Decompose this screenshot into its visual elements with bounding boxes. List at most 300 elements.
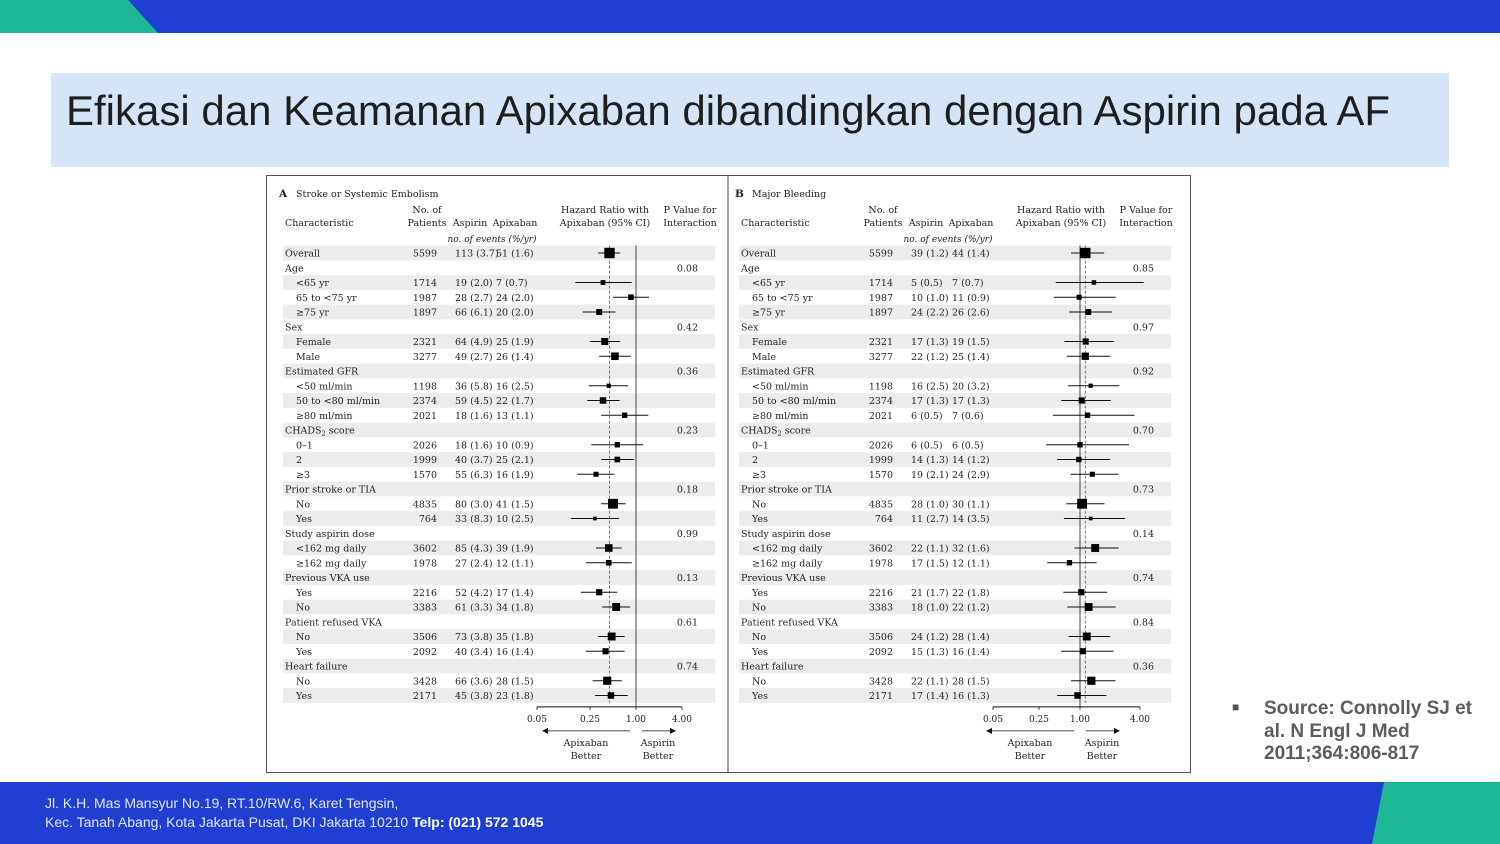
panel-a-row-patients: 5599 [412, 248, 437, 260]
panel-b-row-patients: 2021 [868, 410, 893, 422]
panel-a-row-patients: 1198 [412, 381, 437, 393]
panel-b-row-aspirin-events: 5 (0.5) [911, 278, 943, 289]
panel-b-row-patients: 2026 [868, 440, 893, 452]
panel-b-row-patients: 2216 [868, 587, 893, 599]
panel-a-row-aspirin-events: 61 (3.3) [455, 602, 493, 614]
panel-b-row-label: Study aspirin dose [741, 528, 831, 540]
panel-b-row-aspirin-events: 19 (2.1) [911, 469, 949, 481]
panel-b-row-aspirin-events: 16 (2.5) [911, 381, 949, 393]
panel-b-hr-marker [1089, 384, 1093, 388]
forest-plot-svg [267, 176, 1190, 772]
panel-b-hr-marker [1090, 472, 1095, 477]
panel-b-row-patients: 1570 [868, 469, 893, 481]
panel-a-hr-marker [608, 633, 616, 641]
panel-b-row-patients: 2092 [868, 646, 893, 658]
panel-b-row-aspirin-events: 22 (1.1) [911, 676, 949, 688]
panel-a-row-aspirin-events: 49 (2.7) [455, 351, 493, 363]
panel-b-header-events: no. of events (%/yr) [903, 235, 993, 245]
panel-a-hr-marker [596, 589, 602, 595]
panel-a-favor-left-2: Better [570, 750, 602, 762]
panel-a-row-aspirin-events: 66 (6.1) [455, 307, 493, 319]
panel-a-row-pvalue: 0.08 [676, 263, 698, 275]
panel-b-row-label: Yes [752, 514, 768, 525]
panel-b-row-patients: 1978 [868, 558, 893, 570]
panel-b-hr-marker [1080, 248, 1090, 258]
panel-b-row-label: No [752, 632, 767, 643]
footer-accent [1372, 782, 1500, 844]
panel-b-row-patients: 3383 [868, 602, 893, 614]
panel-a-header-patients-2: Patients [407, 218, 447, 229]
panel-a-hr-marker [596, 309, 602, 315]
panel-a-row-patients: 1714 [412, 278, 437, 289]
panel-a-row-label: 50 to <80 ml/min [296, 396, 381, 407]
panel-b-row-patients: 3506 [868, 632, 893, 643]
panel-a-row-patients: 1570 [412, 469, 437, 481]
panel-a-row-apixaban-events: 39 (1.9) [496, 543, 534, 555]
panel-b-header-pval-1: P Value for [1119, 205, 1173, 216]
panel-a-row-pvalue: 0.23 [676, 425, 698, 437]
panel-a-row-patients: 2092 [412, 646, 437, 658]
panel-b-hr-marker [1083, 338, 1089, 344]
panel-a-row-apixaban-events: 20 (2.0) [496, 307, 534, 319]
panel-a-row-apixaban-events: 16 (1.4) [496, 646, 534, 658]
panel-a-arrow-left-head [542, 728, 548, 734]
panel-b-row-patients: 1198 [868, 381, 893, 393]
panel-b-x-tick-label: 0.05 [982, 714, 1004, 725]
panel-b-header-patients-1: No. of [868, 205, 898, 216]
panel-b-row-pvalue: 0.84 [1132, 617, 1154, 629]
panel-a-row-apixaban-events: 16 (2.5) [496, 381, 534, 393]
panel-b-row-aspirin-events: 28 (1.0) [911, 499, 949, 511]
panel-a-header-apixaban: Apixaban [492, 218, 538, 229]
panel-a-header-pval-2: Interaction [663, 218, 717, 229]
panel-a-row-pvalue: 0.42 [676, 322, 698, 334]
panel-a-row-patients: 1987 [412, 292, 437, 304]
panel-b-row-label: Female [752, 337, 788, 348]
panel-b-row-aspirin-events: 6 (0.5) [911, 410, 943, 422]
panel-a-header-characteristic: Characteristic [285, 218, 354, 229]
panel-a-row-patients: 3602 [412, 543, 437, 555]
panel-a-row-pvalue: 0.36 [676, 366, 698, 378]
panel-b-hr-marker [1092, 280, 1097, 285]
panel-b-row-pvalue: 0.36 [1132, 661, 1154, 673]
panel-b-row-label: ≥162 mg daily [752, 558, 823, 570]
panel-b-favor-left-1: Apixaban [1007, 737, 1053, 749]
panel-a-favor-right-1: Aspirin [640, 737, 676, 749]
panel-a-row-label: ≥80 ml/min [296, 410, 353, 422]
panel-a-row-apixaban-events: 24 (2.0) [496, 292, 534, 304]
panel-b-row-label: Previous VKA use [741, 573, 826, 584]
panel-b-row-label: <65 yr [752, 278, 785, 289]
panel-b-row-apixaban-events: 6 (0.5) [952, 440, 984, 452]
panel-a-row-aspirin-events: 27 (2.4) [455, 558, 493, 570]
panel-a-row-pvalue: 0.18 [676, 484, 698, 496]
footer-bar [0, 782, 1500, 844]
panel-b-row-patients: 1714 [868, 278, 893, 289]
panel-a-row-aspirin-events: 59 (4.5) [455, 396, 493, 407]
panel-b-row-label: Age [741, 263, 760, 275]
panel-b-favor-right-2: Better [1086, 750, 1118, 762]
panel-b-x-tick-label: 4.00 [1129, 714, 1151, 725]
panel-a-row-patients: 2026 [412, 440, 437, 452]
panel-b-row-patients: 2374 [868, 396, 893, 407]
panel-b-arrow-right-head [1114, 728, 1120, 734]
panel-b-row-label: Yes [752, 691, 768, 702]
panel-a-row-aspirin-events: 40 (3.7) [455, 455, 493, 466]
panel-b-row-aspirin-events: 17 (1.3) [911, 396, 949, 407]
panel-a-row-aspirin-events: 36 (5.8) [455, 381, 493, 393]
panel-b-row-aspirin-events: 21 (1.7) [911, 587, 949, 599]
panel-a-row-label: Female [296, 337, 332, 348]
panel-a-row-aspirin-events: 52 (4.2) [455, 587, 493, 599]
panel-b-row-patients: 4835 [868, 499, 893, 511]
panel-b-row-patients: 3602 [868, 543, 893, 555]
panel-b-row-label: ≥75 yr [752, 307, 785, 319]
panel-a-row-apixaban-events: 16 (1.9) [496, 469, 534, 481]
panel-a-row-label: ≥3 [296, 469, 311, 481]
panel-b-row-apixaban-events: 24 (2.9) [952, 469, 990, 481]
panel-a-row-apixaban-events: 22 (1.7) [496, 396, 534, 407]
panel-b-row-label: 65 to <75 yr [752, 292, 813, 304]
panel-a-row-label: Yes [296, 587, 312, 599]
panel-a-row-label: <162 mg daily [296, 543, 367, 555]
panel-b-hr-marker [1083, 633, 1091, 641]
panel-a-row-patients: 2216 [412, 587, 437, 599]
panel-b-row-label: No [752, 676, 767, 688]
panel-b-row-apixaban-events: 14 (3.5) [952, 514, 990, 525]
panel-b-hr-marker [1091, 544, 1099, 552]
panel-b-row-label: Sex [741, 322, 759, 334]
panel-b-row-apixaban-events: 19 (1.5) [952, 337, 990, 348]
panel-b-row-apixaban-events: 7 (0.7) [952, 278, 984, 289]
panel-b-row-apixaban-events: 16 (1.3) [952, 691, 990, 702]
panel-b-row-apixaban-events: 44 (1.4) [952, 248, 990, 260]
panel-a-hr-marker [615, 457, 621, 463]
panel-a-favor-right-2: Better [642, 750, 674, 762]
panel-b-row-aspirin-events: 15 (1.3) [911, 646, 949, 658]
panel-a-row-label: 0–1 [296, 440, 313, 452]
panel-b-letter: B [735, 188, 744, 200]
panel-b-row-patients: 3277 [868, 351, 893, 363]
panel-a-row-pvalue: 0.74 [676, 661, 698, 673]
panel-b-row-apixaban-events: 14 (1.2) [952, 455, 990, 466]
panel-a-hr-marker [612, 603, 620, 611]
panel-b-row-apixaban-events: 17 (1.3) [952, 396, 990, 407]
panel-a-header-pval-1: P Value for [663, 205, 717, 216]
panel-b-row-aspirin-events: 24 (2.2) [911, 307, 949, 319]
panel-a-header-hr-2: Apixaban (95% CI) [559, 218, 651, 229]
panel-a-hr-marker [602, 648, 608, 654]
panel-b-hr-marker [1085, 413, 1090, 418]
panel-b-hr-marker [1067, 560, 1072, 565]
panel-a-row-aspirin-events: 66 (3.6) [455, 676, 493, 688]
panel-a-row-label: <65 yr [296, 278, 329, 289]
panel-b-row-label: Yes [752, 646, 768, 658]
panel-b-row-aspirin-events: 18 (1.0) [911, 602, 949, 614]
panel-b-row-label: Overall [741, 248, 777, 260]
panel-a-row-label: Patient refused VKA [285, 617, 382, 629]
panel-a-hr-marker [601, 280, 606, 285]
panel-b-row-apixaban-events: 26 (2.6) [952, 307, 990, 319]
panel-b-row-label: Heart failure [741, 661, 804, 673]
panel-a-row-apixaban-events: 23 (1.8) [496, 691, 534, 702]
panel-b-row-label: 50 to <80 ml/min [752, 396, 837, 407]
address-street: Kec. Tanah Abang, Kota Jakarta Pusat, DKI Jakarta 10210 [45, 814, 409, 830]
panel-a-hr-marker [600, 397, 606, 403]
panel-b-row-apixaban-events: 12 (1.1) [952, 558, 990, 570]
panel-a-row-aspirin-events: 33 (8.3) [455, 514, 493, 525]
panel-a-row-label: Yes [296, 691, 312, 702]
panel-a-row-pvalue: 0.13 [676, 573, 698, 584]
panel-a-row-patients: 1999 [412, 455, 437, 466]
panel-a-row-label: 2 [296, 455, 303, 466]
panel-b-hr-marker [1080, 648, 1086, 654]
panel-a-row-apixaban-events: 10 (2.5) [496, 514, 534, 525]
panel-a-hr-marker [608, 692, 614, 698]
panel-a-hr-marker [611, 352, 619, 360]
panel-a-row-apixaban-events: 28 (1.5) [496, 676, 534, 688]
panel-a-row-patients: 1897 [412, 307, 437, 319]
panel-a-row-patients: 2021 [412, 410, 437, 422]
panel-a-row-label: No [296, 676, 311, 688]
source-text: Source: Connolly SJ et al. N Engl J Med 2011;364:806-817 [1264, 698, 1472, 764]
panel-a-hr-marker [607, 384, 611, 388]
panel-b-row-aspirin-events: 14 (1.3) [911, 455, 949, 466]
panel-a-row-band [283, 659, 715, 674]
panel-b-header-aspirin: Aspirin [908, 218, 944, 229]
panel-a-row-pvalue: 0.99 [676, 528, 698, 540]
panel-a-row-patients: 2171 [412, 691, 437, 702]
panel-b-row-patients: 1999 [868, 455, 893, 466]
top-bar [0, 0, 1500, 33]
panel-a-row-aspirin-events: 18 (1.6) [455, 440, 493, 452]
panel-a-row-patients: 3383 [412, 602, 437, 614]
bullet-icon: ■ [1232, 700, 1240, 714]
panel-a-row-label: <50 ml/min [296, 381, 353, 393]
panel-b-row-aspirin-events: 6 (0.5) [911, 440, 943, 452]
panel-b-row-patients: 1987 [868, 292, 893, 304]
panel-a-x-tick-label: 4.00 [671, 714, 693, 725]
panel-a-row-label: Heart failure [285, 661, 348, 673]
panel-a-row-aspirin-events: 80 (3.0) [455, 499, 493, 511]
panel-b-row-apixaban-events: 25 (1.4) [952, 351, 990, 363]
panel-b-hr-marker [1082, 353, 1089, 360]
panel-a-row-label: Yes [296, 646, 312, 658]
address-line-2 [45, 814, 543, 830]
panel-a-header-hr-1: Hazard Ratio with [561, 205, 649, 216]
address-line-1: Jl. K.H. Mas Mansyur No.19, RT.10/RW.6, Karet Tengsin, [45, 795, 399, 811]
panel-a-header-aspirin: Aspirin [452, 218, 488, 229]
panel-b-hr-marker [1077, 295, 1082, 300]
panel-b-x-tick-label: 0.25 [1028, 714, 1050, 725]
panel-a-row-apixaban-events: 12 (1.1) [496, 558, 534, 570]
panel-b-hr-marker [1076, 457, 1081, 462]
panel-b-row-aspirin-events: 17 (1.3) [911, 337, 949, 348]
panel-b-hr-marker [1089, 517, 1093, 521]
panel-b-row-aspirin-events: 22 (1.1) [911, 543, 949, 555]
panel-b-hr-marker [1078, 589, 1084, 595]
panel-b-header-apixaban: Apixaban [948, 218, 994, 229]
panel-b-row-apixaban-events: 16 (1.4) [952, 646, 990, 658]
panel-b-row-aspirin-events: 11 (2.7) [911, 514, 949, 525]
panel-a-row-label: ≥162 mg daily [296, 558, 367, 570]
panel-b-row-pvalue: 0.97 [1132, 322, 1154, 334]
panel-a-hr-marker [608, 499, 618, 509]
panel-a-row-aspirin-events: 73 (3.8) [455, 632, 493, 643]
panel-a-hr-marker [594, 472, 599, 477]
panel-a-row-label: 65 to <75 yr [296, 292, 357, 304]
panel-b-row-apixaban-events: 28 (1.4) [952, 632, 990, 643]
panel-a-row-aspirin-events: 64 (4.9) [455, 337, 493, 348]
panel-a-row-patients: 2321 [412, 337, 437, 348]
panel-b-row-apixaban-events: 22 (1.2) [952, 602, 990, 614]
panel-b-row-apixaban-events: 30 (1.1) [952, 499, 990, 511]
panel-a-row-label: No [296, 602, 311, 614]
panel-a-arrow-right-head [670, 728, 676, 734]
panel-a-hr-marker [593, 517, 597, 521]
panel-b-row-aspirin-events: 39 (1.2) [911, 248, 949, 260]
panel-b-row-apixaban-events: 22 (1.8) [952, 587, 990, 599]
panel-b-row-aspirin-events: 17 (1.4) [911, 691, 949, 702]
panel-a-hr-marker [603, 677, 611, 685]
panel-a-row-label: Age [285, 263, 304, 275]
panel-a-x-tick-label: 0.05 [526, 714, 548, 725]
panel-a-row-label: ≥75 yr [296, 307, 329, 319]
panel-b-row-pvalue: 0.73 [1132, 484, 1154, 496]
panel-a-row-aspirin-events: 28 (2.7) [455, 292, 493, 304]
panel-b-row-label: Prior stroke or TIA [741, 484, 832, 496]
panel-b-row-patients: 3428 [868, 676, 893, 688]
panel-a-hr-marker [605, 544, 613, 552]
panel-a-row-label: Yes [296, 514, 312, 525]
panel-b-row-label: 2 [752, 455, 759, 466]
panel-a-row-apixaban-events: 41 (1.5) [496, 499, 534, 511]
panel-b-row-label: ≥3 [752, 469, 767, 481]
panel-a-row-label: $CHADS_2$ score [285, 425, 355, 438]
panel-b-row-apixaban-events: 20 (3.2) [952, 381, 990, 393]
panel-b-header-characteristic: Characteristic [741, 218, 810, 229]
slide-title: Efikasi dan Keamanan Apixaban dibandingkan dengan Aspirin pada AF [66, 87, 1390, 134]
panel-a-favor-left-1: Apixaban [563, 737, 609, 749]
panel-b-hr-marker [1079, 397, 1085, 403]
panel-b-row-label: No [752, 499, 767, 511]
panel-b-hr-marker [1077, 442, 1082, 447]
panel-a-row-apixaban-events: 17 (1.4) [496, 587, 534, 599]
panel-b-row-label: Estimated GFR [741, 366, 815, 378]
panel-a-row-aspirin-events: 45 (3.8) [455, 691, 493, 702]
panel-b-title: Major Bleeding [752, 189, 827, 200]
panel-b-header-hr-2: Apixaban (95% CI) [1015, 218, 1107, 229]
panel-a-row-apixaban-events: 35 (1.8) [496, 632, 534, 643]
panel-b-row-apixaban-events: 11 (0.9) [952, 292, 990, 304]
panel-a-row-apixaban-events: 13 (1.1) [496, 410, 534, 422]
panel-a-header-patients-1: No. of [412, 205, 442, 216]
panel-b-row-pvalue: 0.74 [1132, 573, 1154, 584]
panel-b-hr-marker [1085, 603, 1093, 611]
panel-a-hr-marker [628, 294, 634, 300]
panel-a-row-aspirin-events: 113 (3.7) [455, 248, 499, 260]
panel-a-x-tick-label: 0.25 [579, 714, 601, 725]
panel-a-row-patients: 3506 [412, 632, 437, 643]
panel-a-row-label: Prior stroke or TIA [285, 484, 376, 496]
panel-a-row-aspirin-events: 18 (1.6) [455, 410, 493, 422]
panel-b-row-pvalue: 0.92 [1132, 366, 1154, 378]
panel-a-hr-marker [601, 338, 608, 345]
panel-b-row-label: <50 ml/min [752, 381, 809, 393]
panel-b-header-pval-2: Interaction [1119, 218, 1173, 229]
phone-number: Telp: (021) 572 1045 [412, 814, 544, 830]
panel-a-row-apixaban-events: 10 (0.9) [496, 440, 534, 452]
panel-a-letter: A [279, 188, 288, 200]
panel-b-row-pvalue: 0.85 [1132, 263, 1154, 275]
panel-b-row-label: No [752, 602, 767, 614]
panel-b-row-label: <162 mg daily [752, 543, 823, 555]
panel-b-row-patients: 764 [874, 514, 893, 525]
panel-a-row-patients: 764 [418, 514, 437, 525]
panel-b-arrow-left-head [986, 728, 992, 734]
panel-a-row-apixaban-events: 25 (1.9) [496, 337, 534, 348]
panel-a-row-patients: 1978 [412, 558, 437, 570]
panel-b-header-hr-1: Hazard Ratio with [1017, 205, 1105, 216]
panel-b-hr-marker [1077, 499, 1087, 509]
panel-a-row-aspirin-events: 19 (2.0) [455, 278, 493, 289]
panel-b-row-aspirin-events: 17 (1.5) [911, 558, 949, 570]
panel-a-row-apixaban-events: 25 (2.1) [496, 455, 534, 466]
panel-b-favor-right-1: Aspirin [1084, 737, 1120, 749]
panel-a-header-events: no. of events (%/yr) [447, 235, 537, 245]
panel-a-hr-marker [622, 413, 627, 418]
panel-a-title: Stroke or Systemic Embolism [296, 189, 439, 200]
panel-a-row-label: Male [296, 351, 321, 363]
panel-b-row-label: ≥80 ml/min [752, 410, 809, 422]
forest-plot-figure [266, 175, 1191, 773]
panel-b-row-apixaban-events: 32 (1.6) [952, 543, 990, 555]
panel-a-row-patients: 2374 [412, 396, 437, 407]
panel-b-header-patients-2: Patients [863, 218, 903, 229]
panel-a-row-aspirin-events: 55 (6.3) [455, 469, 493, 481]
panel-a-row-label: No [296, 499, 311, 511]
panel-a-row-label: Estimated GFR [285, 366, 359, 378]
panel-a-row-label: Study aspirin dose [285, 528, 375, 540]
title-banner [51, 73, 1449, 167]
panel-b-row-label: $CHADS_2$ score [741, 425, 811, 438]
panel-b-row-label: 0–1 [752, 440, 769, 452]
panel-a-row-label: Previous VKA use [285, 573, 370, 584]
panel-a-hr-marker [606, 560, 612, 566]
panel-b-row-label: Yes [752, 587, 768, 599]
panel-a-row-aspirin-events: 40 (3.4) [455, 646, 493, 658]
panel-a-row-patients: 4835 [412, 499, 437, 511]
panel-a-row-label: Overall [285, 248, 321, 260]
panel-b-row-patients: 2171 [868, 691, 893, 702]
panel-a-x-tick-label: 1.00 [625, 714, 647, 725]
panel-a-row-aspirin-events: 85 (4.3) [455, 543, 493, 555]
panel-b-row-apixaban-events: 28 (1.5) [952, 676, 990, 688]
panel-b-row-apixaban-events: 7 (0.6) [952, 410, 984, 422]
panel-a-row-apixaban-events: 7 (0.7) [496, 278, 528, 289]
panel-a-row-apixaban-events: 26 (1.4) [496, 351, 534, 363]
panel-b-row-band [739, 659, 1171, 674]
panel-a-row-patients: 3428 [412, 676, 437, 688]
panel-a-row-label: No [296, 632, 311, 643]
panel-b-row-aspirin-events: 10 (1.0) [911, 292, 949, 304]
panel-b-x-tick-label: 1.00 [1069, 714, 1091, 725]
panel-b-row-patients: 2321 [868, 337, 893, 348]
panel-b-row-patients: 1897 [868, 307, 893, 319]
panel-a-row-apixaban-events: 51 (1.6) [496, 248, 534, 260]
panel-b-row-patients: 5599 [868, 248, 893, 260]
panel-a-row-pvalue: 0.61 [676, 617, 698, 629]
